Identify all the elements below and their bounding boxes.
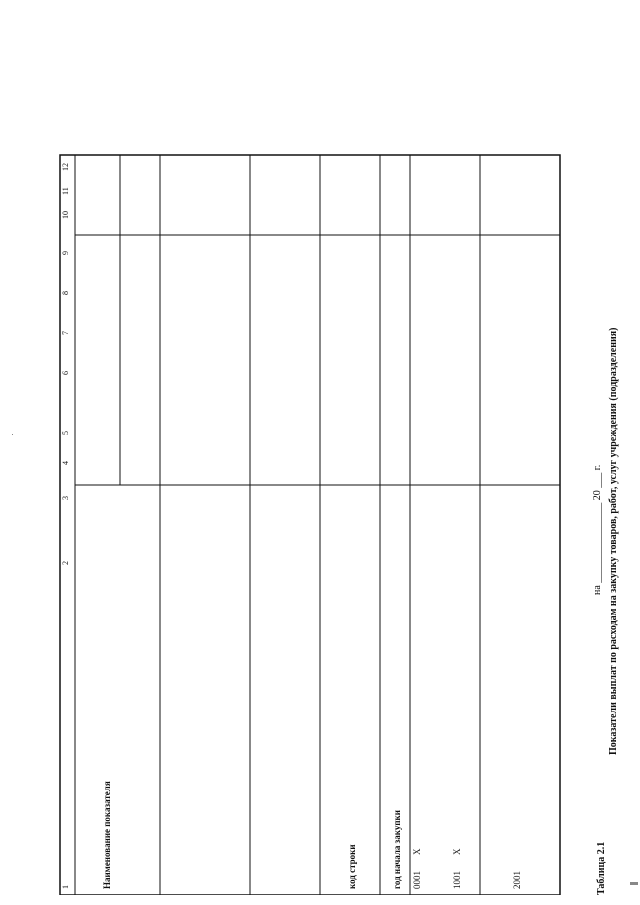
header-code: код строки	[347, 844, 357, 889]
row-code: 0001	[412, 871, 422, 889]
scan-mark	[12, 434, 13, 435]
document-title: Показатели выплат по расходам на закупку товаров, работ, услуг учреждения (подразделения)	[608, 327, 619, 755]
expenditure-table	[0, 15, 640, 895]
column-number: 2	[61, 561, 70, 565]
row-code: 2001	[512, 871, 522, 889]
row-code: 1001	[452, 871, 462, 889]
table-rows	[412, 848, 522, 889]
column-number: 6	[61, 371, 70, 375]
table-label: Таблица 2.1	[596, 841, 607, 895]
column-number: 11	[61, 187, 70, 195]
column-number: 8	[61, 291, 70, 295]
row-start-year: X	[452, 848, 462, 855]
header-year: год начала закупки	[392, 810, 402, 889]
column-number: 4	[61, 461, 70, 465]
column-number: 9	[61, 251, 70, 255]
column-number: 7	[61, 331, 70, 335]
column-numbers	[61, 163, 70, 889]
header-name: Наименование показателя	[102, 781, 112, 889]
column-number: 10	[61, 211, 70, 219]
column-number: 3	[61, 496, 70, 500]
column-number: 1	[61, 885, 70, 889]
scan-mark	[630, 882, 638, 885]
row-start-year: X	[412, 848, 422, 855]
report-period: на ________________ 20 ___ г.	[592, 464, 603, 595]
column-number: 5	[61, 431, 70, 435]
column-number: 12	[61, 163, 70, 171]
